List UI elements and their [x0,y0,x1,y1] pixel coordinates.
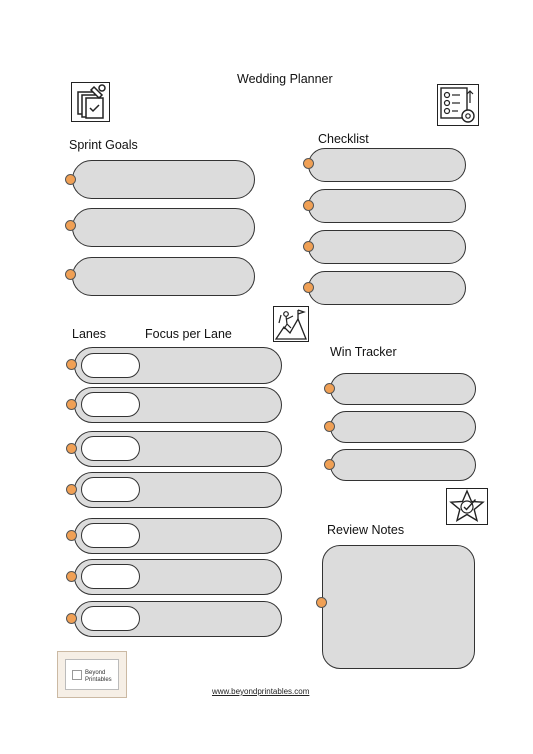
win-tracker-heading: Win Tracker [330,345,397,359]
documents-icon [71,82,110,122]
footer-url[interactable]: www.beyondprintables.com [212,687,310,696]
lanes-heading: Lanes [72,327,107,341]
checklist-settings-icon [437,84,479,126]
lane-name-field[interactable] [81,436,140,461]
lane-name-field[interactable] [81,564,140,589]
page-title: Wedding Planner [237,72,333,86]
logo-line-2: Printables [85,677,112,683]
logo-line-1: Beyond [85,670,106,676]
lane-name-field[interactable] [81,353,140,378]
star-check-icon [446,488,488,525]
lane-name-field[interactable] [81,606,140,631]
review-notes-heading: Review Notes [327,523,405,537]
beyond-printables-logo [57,651,127,698]
checklist-heading: Checklist [318,132,369,146]
lane-name-field[interactable] [81,477,140,502]
focus-per-lane-heading: Focus per Lane [145,327,232,341]
climber-summit-icon [273,306,309,342]
sprint-goals-heading: Sprint Goals [69,138,138,152]
lane-name-field[interactable] [81,523,140,548]
lane-name-field[interactable] [81,392,140,417]
